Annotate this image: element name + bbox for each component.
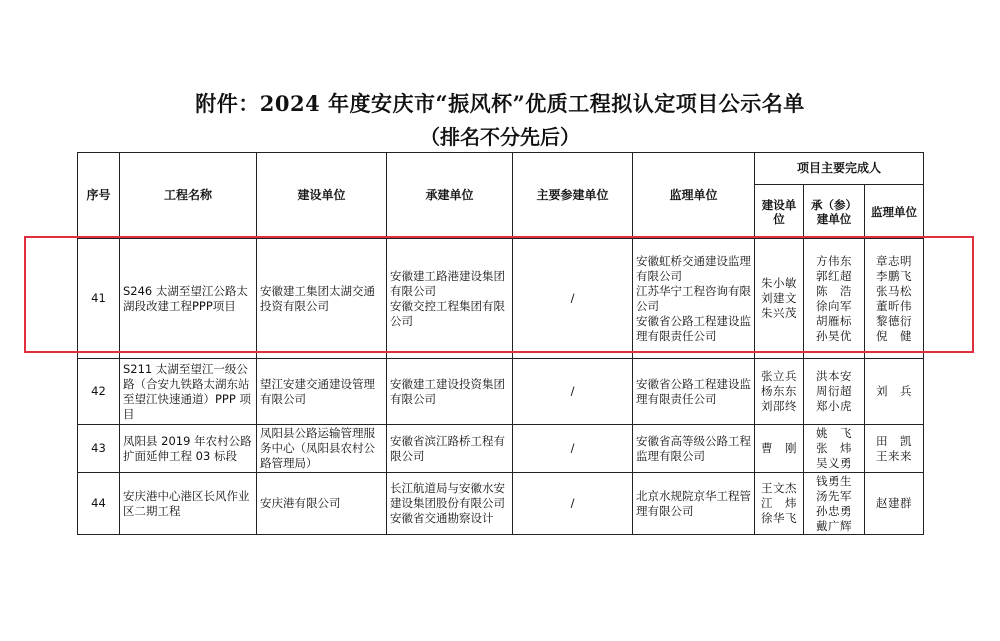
cell-participant: /	[513, 425, 633, 473]
header-people-contractor: 承（参）建单位	[804, 185, 865, 239]
cell-people-supervisor: 章志明 李鹏飞 张马松 董昕伟 黎德衍 倪 健	[865, 239, 924, 359]
cell-contractor: 长江航道局与安徽水安建设集团股份有限公司 安徽省交通勘察设计	[387, 473, 513, 535]
cell-people-developer: 曹 刚	[755, 425, 804, 473]
cell-people-developer: 朱小敏 刘建文 朱兴茂	[755, 239, 804, 359]
cell-contractor: 安徽建工路港建设集团有限公司 安徽交控工程集团有限公司	[387, 239, 513, 359]
cell-contractor: 安徽建工建设投资集团有限公司	[387, 359, 513, 425]
cell-developer: 凤阳县公路运输管理服务中心（凤阳县农村公路管理局）	[257, 425, 387, 473]
cell-people-developer: 王文杰 江 炜 徐华飞	[755, 473, 804, 535]
cell-project: 凤阳县 2019 年农村公路扩面延伸工程 03 标段	[120, 425, 257, 473]
cell-project: 安庆港中心港区长风作业区二期工程	[120, 473, 257, 535]
cell-supervisor: 安徽省高等级公路工程监理有限公司	[633, 425, 755, 473]
table-row	[78, 473, 924, 535]
cell-seq: 43	[78, 425, 120, 473]
cell-project: S211 太湖至望江一级公路（合安九铁路太湖东站至望江快速通道）PPP 项目	[120, 359, 257, 425]
cell-participant: /	[513, 239, 633, 359]
highlight-box	[24, 236, 974, 353]
cell-people-developer: 张立兵 杨东东 刘邵终	[755, 359, 804, 425]
cell-supervisor: 安徽虹桥交通建设监理有限公司 江苏华宁工程咨询有限公司 安徽省公路工程建设监理有限责任公司	[633, 239, 755, 359]
cell-people-contractor: 洪本安 周衍超 郑小虎	[804, 359, 865, 425]
header-developer: 建设单位	[257, 153, 387, 239]
cell-people-contractor: 钱勇生 汤先军 孙忠勇 戴广辉	[804, 473, 865, 535]
cell-seq: 41	[78, 239, 120, 359]
cell-people-contractor: 姚 飞 张 炜 吴义勇	[804, 425, 865, 473]
cell-developer: 安庆港有限公司	[257, 473, 387, 535]
page-subtitle: （排名不分先后）	[420, 125, 580, 149]
table-row	[78, 359, 924, 425]
cell-supervisor: 北京水规院京华工程管理有限公司	[633, 473, 755, 535]
cell-participant: /	[513, 359, 633, 425]
table-row	[78, 425, 924, 473]
cell-project: S246 太湖至望江公路太湖段改建工程PPP项目	[120, 239, 257, 359]
header-people-group: 项目主要完成人	[755, 153, 924, 185]
cell-contractor: 安徽省滨江路桥工程有限公司	[387, 425, 513, 473]
header-participant: 主要参建单位	[513, 153, 633, 239]
header-people-supervisor: 监理单位	[865, 185, 924, 239]
cell-developer: 望江安建交通建设管理有限公司	[257, 359, 387, 425]
cell-people-supervisor: 刘 兵	[865, 359, 924, 425]
cell-participant: /	[513, 473, 633, 535]
cell-developer: 安徽建工集团太湖交通投资有限公司	[257, 239, 387, 359]
header-contractor: 承建单位	[387, 153, 513, 239]
cell-people-supervisor: 田 凯 王来来	[865, 425, 924, 473]
page-title: 附件：2024 年度安庆市“振风杯”优质工程拟认定项目公示名单	[195, 91, 805, 116]
header-people-developer: 建设单位	[755, 185, 804, 239]
cell-seq: 44	[78, 473, 120, 535]
cell-people-contractor: 方伟东 郭红超 陈 浩 徐向军 胡雁标 孙昊优	[804, 239, 865, 359]
cell-supervisor: 安徽省公路工程建设监理有限责任公司	[633, 359, 755, 425]
header-supervisor: 监理单位	[633, 153, 755, 239]
cell-people-supervisor: 赵建群	[865, 473, 924, 535]
cell-seq: 42	[78, 359, 120, 425]
header-seq: 序号	[78, 153, 120, 239]
header-row	[78, 153, 924, 185]
header-project: 工程名称	[120, 153, 257, 239]
